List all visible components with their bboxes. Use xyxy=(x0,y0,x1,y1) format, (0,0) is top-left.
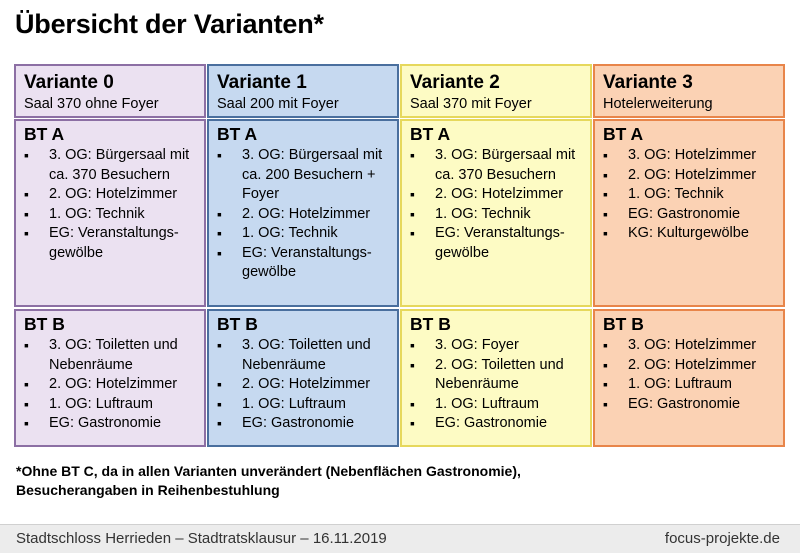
list-item: ▪ EG: Veranstaltungs-gewölbe xyxy=(410,224,586,263)
bt-b-title: BT B xyxy=(603,314,644,334)
bt-b-list xyxy=(603,336,779,414)
footer-right-text: focus-projekte.de xyxy=(664,530,780,547)
bt-b-box xyxy=(14,309,206,447)
footnote xyxy=(16,462,786,500)
list-item: ▪ 2. OG: Hotelzimmer xyxy=(217,375,393,395)
bt-a-list xyxy=(217,146,393,283)
footer-bar xyxy=(0,524,800,553)
variant-header xyxy=(400,64,592,118)
list-item: ▪ 3. OG: Toiletten und Nebenräume xyxy=(24,336,200,375)
list-item: ▪ 1. OG: Technik xyxy=(24,205,200,225)
bt-a-title: BT A xyxy=(217,124,258,144)
list-item: ▪ 1. OG: Technik xyxy=(603,185,779,205)
variant-header xyxy=(207,64,399,118)
list-item: ▪ EG: Gastronomie xyxy=(24,414,200,434)
list-item: ▪ EG: Gastronomie xyxy=(217,414,393,434)
list-item: ▪ 1. OG: Technik xyxy=(217,224,393,244)
bt-a-box xyxy=(400,119,592,307)
list-item: ▪ 2. OG: Hotelzimmer xyxy=(24,185,200,205)
bt-b-box xyxy=(207,309,399,447)
variant-subtitle: Saal 370 ohne Foyer xyxy=(24,96,159,112)
bt-a-box xyxy=(593,119,785,307)
bt-b-box xyxy=(400,309,592,447)
list-item: ▪ EG: Veranstaltungs-gewölbe xyxy=(24,224,200,263)
bt-b-title: BT B xyxy=(410,314,451,334)
bt-a-box xyxy=(207,119,399,307)
list-item: ▪ 1. OG: Luftraum xyxy=(217,395,393,415)
list-item: ▪ 3. OG: Hotelzimmer xyxy=(603,336,779,356)
variant-subtitle: Saal 370 mit Foyer xyxy=(410,96,532,112)
list-item: ▪ 1. OG: Luftraum xyxy=(603,375,779,395)
bt-a-box xyxy=(14,119,206,307)
list-item: ▪ 3. OG: Bürgersaal mit ca. 200 Besuchern + Foyer xyxy=(217,146,393,205)
variant-subtitle: Hotelerweiterung xyxy=(603,96,713,112)
list-item: ▪ EG: Gastronomie xyxy=(603,205,779,225)
bt-a-list xyxy=(410,146,586,263)
page-title: Übersicht der Varianten* xyxy=(15,9,324,39)
list-item: ▪ 3. OG: Bürgersaal mit ca. 370 Besuchern xyxy=(24,146,200,185)
list-item: ▪ 2. OG: Toiletten und Nebenräume xyxy=(410,356,586,395)
list-item: ▪ 1. OG: Luftraum xyxy=(410,395,586,415)
list-item: ▪ 3. OG: Bürgersaal mit ca. 370 Besuchern xyxy=(410,146,586,185)
list-item: ▪ 2. OG: Hotelzimmer xyxy=(603,166,779,186)
footnote-line-1: *Ohne BT C, da in allen Varianten unverändert (Nebenflächen Gastronomie), xyxy=(16,463,521,479)
list-item: ▪ 3. OG: Hotelzimmer xyxy=(603,146,779,166)
variant-name: Variante 3 xyxy=(603,72,693,93)
bt-a-title: BT A xyxy=(410,124,451,144)
list-item: ▪ EG: Gastronomie xyxy=(410,414,586,434)
list-item: ▪ 1. OG: Luftraum xyxy=(24,395,200,415)
bt-b-box xyxy=(593,309,785,447)
bt-b-list xyxy=(217,336,393,434)
list-item: ▪ KG: Kulturgewölbe xyxy=(603,224,779,244)
footer-left-text: Stadtschloss Herrieden – Stadtratsklausur – 16.11.2019 xyxy=(16,530,387,547)
bt-b-title: BT B xyxy=(217,314,258,334)
bt-a-title: BT A xyxy=(24,124,65,144)
list-item: ▪ 3. OG: Foyer xyxy=(410,336,586,356)
bt-a-list xyxy=(603,146,779,244)
variant-subtitle: Saal 200 mit Foyer xyxy=(217,96,339,112)
list-item: ▪ 2. OG: Hotelzimmer xyxy=(24,375,200,395)
bt-a-list xyxy=(24,146,200,263)
variant-header xyxy=(593,64,785,118)
footnote-line-2: Besucherangaben in Reihenbestuhlung xyxy=(16,482,280,498)
list-item: ▪ EG: Gastronomie xyxy=(603,395,779,415)
bt-b-title: BT B xyxy=(24,314,65,334)
list-item: ▪ 2. OG: Hotelzimmer xyxy=(603,356,779,376)
variant-name: Variante 0 xyxy=(24,72,114,93)
bt-b-list xyxy=(410,336,586,434)
bt-b-list xyxy=(24,336,200,434)
bt-a-title: BT A xyxy=(603,124,644,144)
list-item: ▪ 1. OG: Technik xyxy=(410,205,586,225)
list-item: ▪ 2. OG: Hotelzimmer xyxy=(217,205,393,225)
list-item: ▪ 2. OG: Hotelzimmer xyxy=(410,185,586,205)
variant-name: Variante 1 xyxy=(217,72,307,93)
variant-header xyxy=(14,64,206,118)
list-item: ▪ 3. OG: Toiletten und Nebenräume xyxy=(217,336,393,375)
list-item: ▪ EG: Veranstaltungs-gewölbe xyxy=(217,244,393,283)
variant-name: Variante 2 xyxy=(410,72,500,93)
